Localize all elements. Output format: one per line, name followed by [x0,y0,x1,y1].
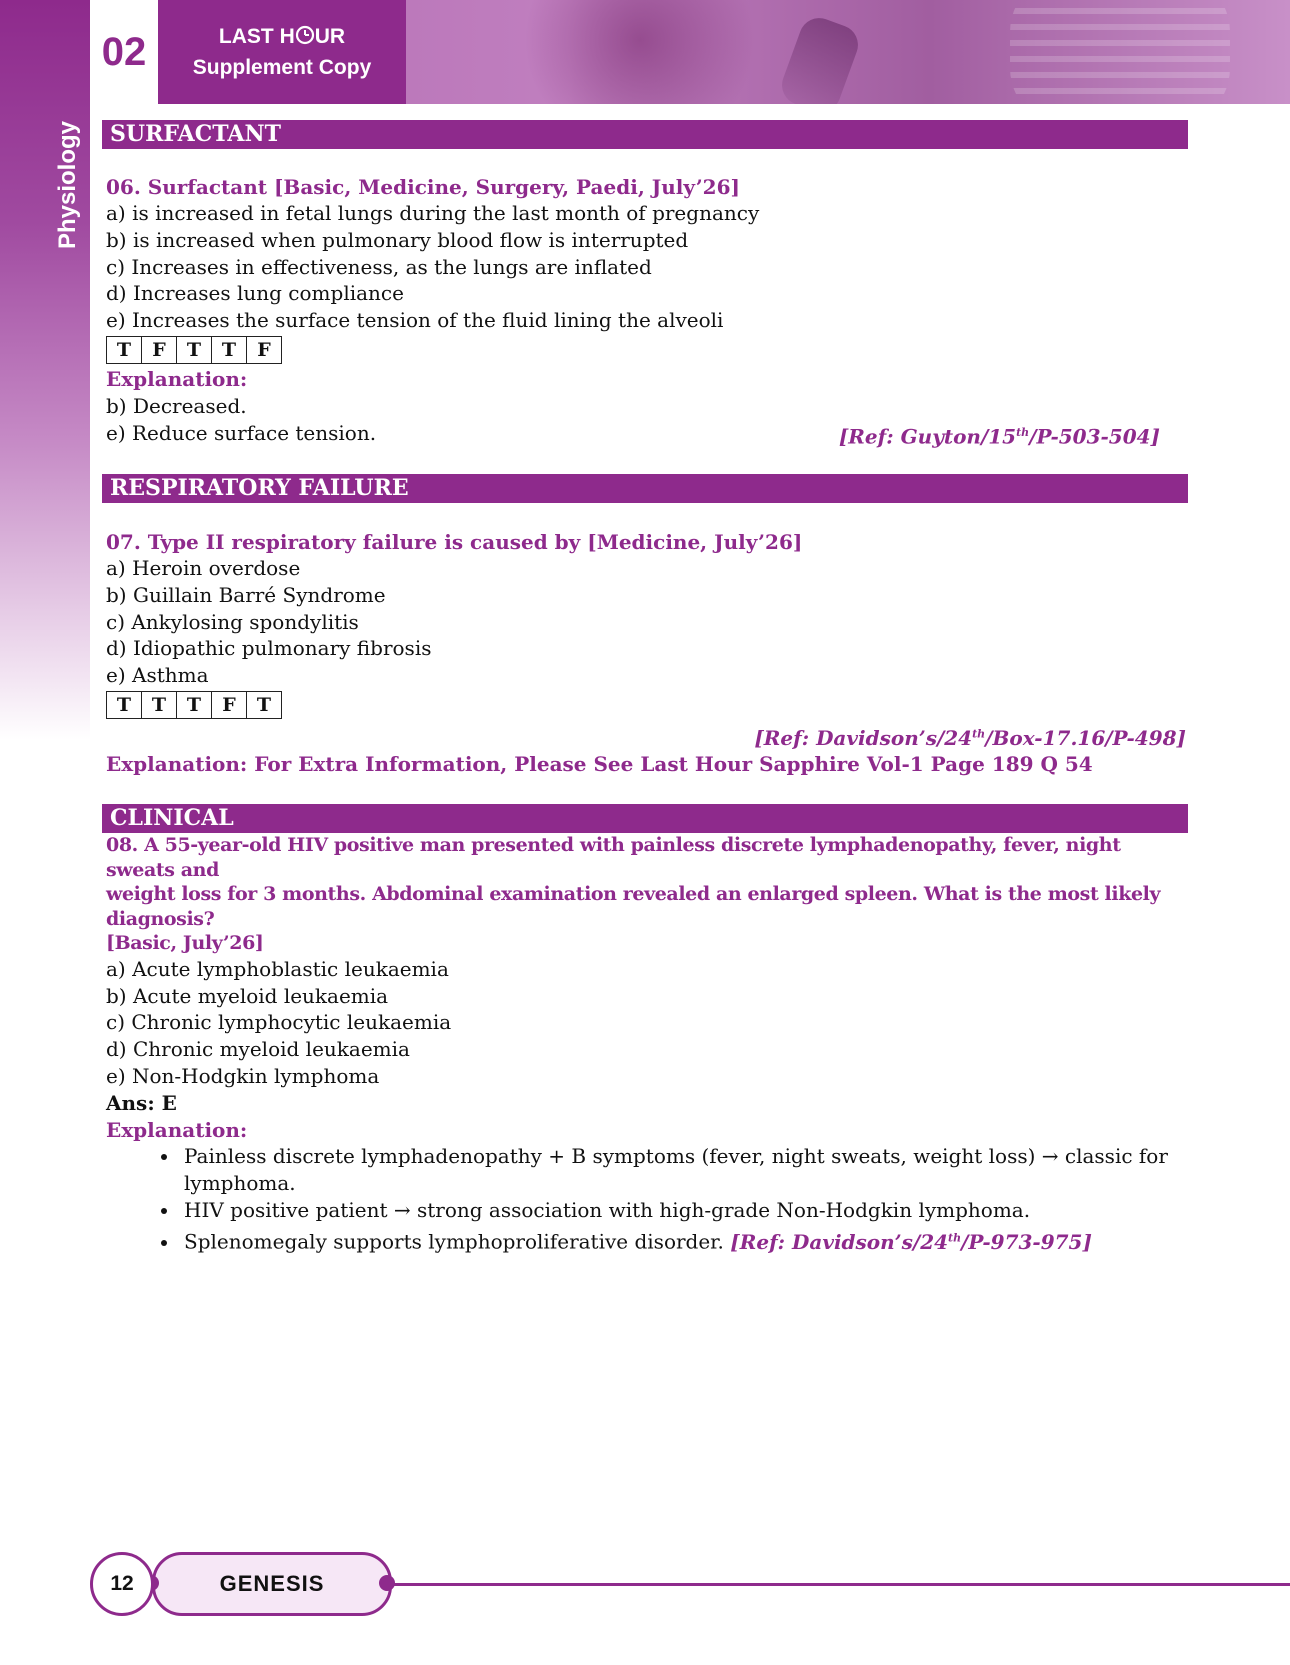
answer-cell: T [212,336,247,363]
brand-logo: LAST H UR Supplement Copy [158,0,406,104]
option: b) Guillain Barré Syndrome [106,582,386,607]
option: c) Increases in effectiveness, as the lungs are inflated [106,254,652,279]
answer-cell: T [142,692,177,719]
answer-cell: T [177,336,212,363]
option: b) is increased when pulmonary blood flow is interrupted [106,227,689,252]
answer-table [106,691,282,719]
chapter-number: 02 [90,0,158,104]
page-content [102,120,1188,1256]
explanation-bullets [102,1143,1188,1256]
answer-cell: F [142,336,177,363]
option: e) Increases the surface tension of the fluid lining the alveoli [106,308,724,333]
clock-icon [295,25,315,45]
answer-cell: T [107,692,142,719]
reference: [Ref: Davidson’s/24th/Box-17.16/P-498] [754,725,1186,750]
page-number: 12 [90,1552,154,1616]
option: e) Non-Hodgkin lymphoma [106,1063,380,1088]
section-header-clinical: CLINICAL [102,804,1188,833]
bullet-item: • HIV positive patient → strong association with high-grade Non-Hodgkin lymphoma. [180,1197,1188,1224]
footer-rule [385,1583,1290,1586]
explanation-note: Explanation: For Extra Information, Please See Last Hour Sapphire Vol-1 Page 189 Q 54 [106,752,1093,777]
question-08-title: 08. A 55-year-old HIV positive man presented with painless discrete lymphadenopathy, fever, night sweats and weight loss for 3 months. Abdominal examination revealed an enlarged spleen. What is the most likely diagnosis? [Basic, July’26] [106,834,1161,955]
section-header-surfactant: SURFACTANT [102,120,1188,149]
answer-cell: T [177,692,212,719]
option: d) Chronic myeloid leukaemia [106,1037,410,1062]
question-07-title: 07. Type II respiratory failure is caused by [Medicine, July’26] [106,530,803,555]
explanation-label: Explanation: [106,366,248,391]
option: b) Acute myeloid leukaemia [106,983,389,1008]
explanation-line: e) Reduce surface tension. [106,420,377,445]
reference: [Ref: Guyton/15th/P-503-504] [838,424,1160,449]
answer-cell: F [212,692,247,719]
option: d) Idiopathic pulmonary fibrosis [106,636,432,661]
option: e) Asthma [106,663,209,688]
footer-dot [379,1575,395,1591]
subject-label: Physiology [54,120,81,250]
side-banner [0,0,90,740]
explanation-row [102,420,1188,450]
option: a) Heroin overdose [106,556,301,581]
option: a) is increased in fetal lungs during the last month of pregnancy [106,201,760,225]
answer-label: Ans: E [106,1090,177,1115]
answer-table [106,336,282,364]
answer-cell: T [247,692,282,719]
bullet-item: • Painless discrete lymphadenopathy + B symptoms (fever, night sweats, weight loss) → classic for lymphoma. [180,1143,1188,1197]
publisher-badge: GENESIS [152,1552,392,1616]
answer-cell: F [247,336,282,363]
bullet-item: • Splenomegaly supports lymphoproliferative disorder. [Ref: Davidson’s/24th/P-973-975] [180,1224,1188,1256]
answer-cell: T [107,336,142,363]
reference-row [102,721,1188,751]
reference: [Ref: Davidson’s/24th/P-973-975] [730,1230,1092,1254]
explanation-line: b) Decreased. [106,393,247,418]
question-06-title: 06. Surfactant [Basic, Medicine, Surgery, Paedi, July’26] [106,175,740,199]
option: a) Acute lymphoblastic leukaemia [106,956,449,981]
option: d) Increases lung compliance [106,281,404,306]
option: c) Chronic lymphocytic leukaemia [106,1010,452,1035]
section-header-respiratory-failure: RESPIRATORY FAILURE [102,474,1188,503]
explanation-label: Explanation: [106,1117,248,1142]
option: c) Ankylosing spondylitis [106,609,359,634]
